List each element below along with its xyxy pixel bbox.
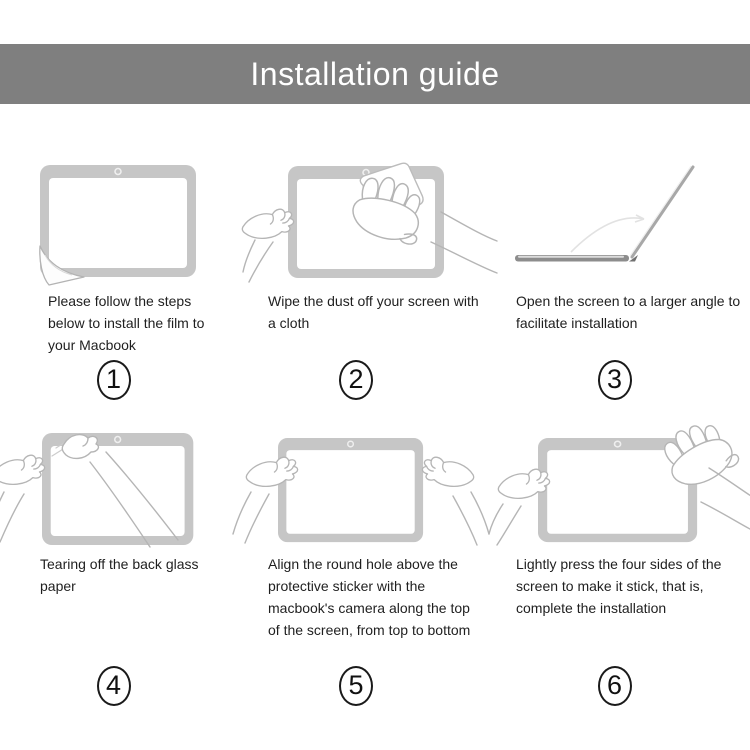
step-caption: Tearing off the back glass paper <box>40 556 199 594</box>
laptop-base-highlight <box>518 256 624 258</box>
holding-hand <box>0 455 45 484</box>
step-caption: Wipe the dust off your screen with a cloth <box>268 293 479 331</box>
step-caption: Open the screen to a larger angle to facilitate installation <box>516 293 741 331</box>
page-title: Installation guide <box>250 55 500 92</box>
step-2 <box>245 120 495 410</box>
step-number: 5 <box>348 670 364 700</box>
steps-row-2 <box>0 410 750 730</box>
header-banner <box>0 44 750 104</box>
open-laptop-icon <box>495 120 750 288</box>
step-4 <box>0 410 245 730</box>
step-number: 2 <box>348 364 364 394</box>
film-peel-tablet-icon <box>0 120 245 288</box>
laptop-screen-open <box>632 167 693 257</box>
step-3 <box>495 120 750 410</box>
step-5-illustration <box>245 410 495 545</box>
tablet-frame <box>278 438 423 542</box>
left-arm-lines <box>243 240 273 282</box>
tablet-frame <box>40 165 196 277</box>
steps-row-1 <box>0 120 750 410</box>
step-1-illustration <box>0 120 245 288</box>
step-6-illustration <box>495 410 750 545</box>
step-number-badge <box>339 666 373 706</box>
step-caption: Lightly press the four sides of the screen to make it stick, that is, complete the installation <box>516 556 722 616</box>
right-gripping-hand <box>422 457 473 486</box>
step-number-badge <box>598 666 632 706</box>
step-1 <box>0 120 245 410</box>
step-number-badge <box>339 360 373 400</box>
step-6 <box>495 410 750 730</box>
holding-hand <box>242 209 293 238</box>
right-arm-lines <box>453 492 489 545</box>
step-3-illustration <box>495 120 750 288</box>
press-edges-icon <box>495 410 750 545</box>
step-caption: Please follow the steps below to install the film to your Macbook <box>48 293 205 353</box>
step-caption: Align the round hole above the protective sticker with the macbook's camera along the top of the screen, from top to bottom <box>268 556 471 638</box>
step-number: 6 <box>606 670 623 700</box>
step-2-illustration <box>245 120 495 288</box>
align-film-icon <box>245 410 495 545</box>
step-number: 1 <box>105 364 122 394</box>
step-4-illustration <box>0 410 245 545</box>
step-number-badge <box>598 360 632 400</box>
left-arm-lines <box>0 492 24 542</box>
step-5 <box>245 410 495 730</box>
tear-backing-icon <box>0 410 245 545</box>
step-number-badge <box>97 360 131 400</box>
step-number-badge <box>97 666 131 706</box>
step-number: 4 <box>105 670 122 700</box>
laptop-screen-edge-highlight <box>630 166 691 256</box>
opening-arc-arrow <box>571 218 644 252</box>
wipe-screen-icon <box>245 120 495 288</box>
step-number: 3 <box>606 364 623 394</box>
